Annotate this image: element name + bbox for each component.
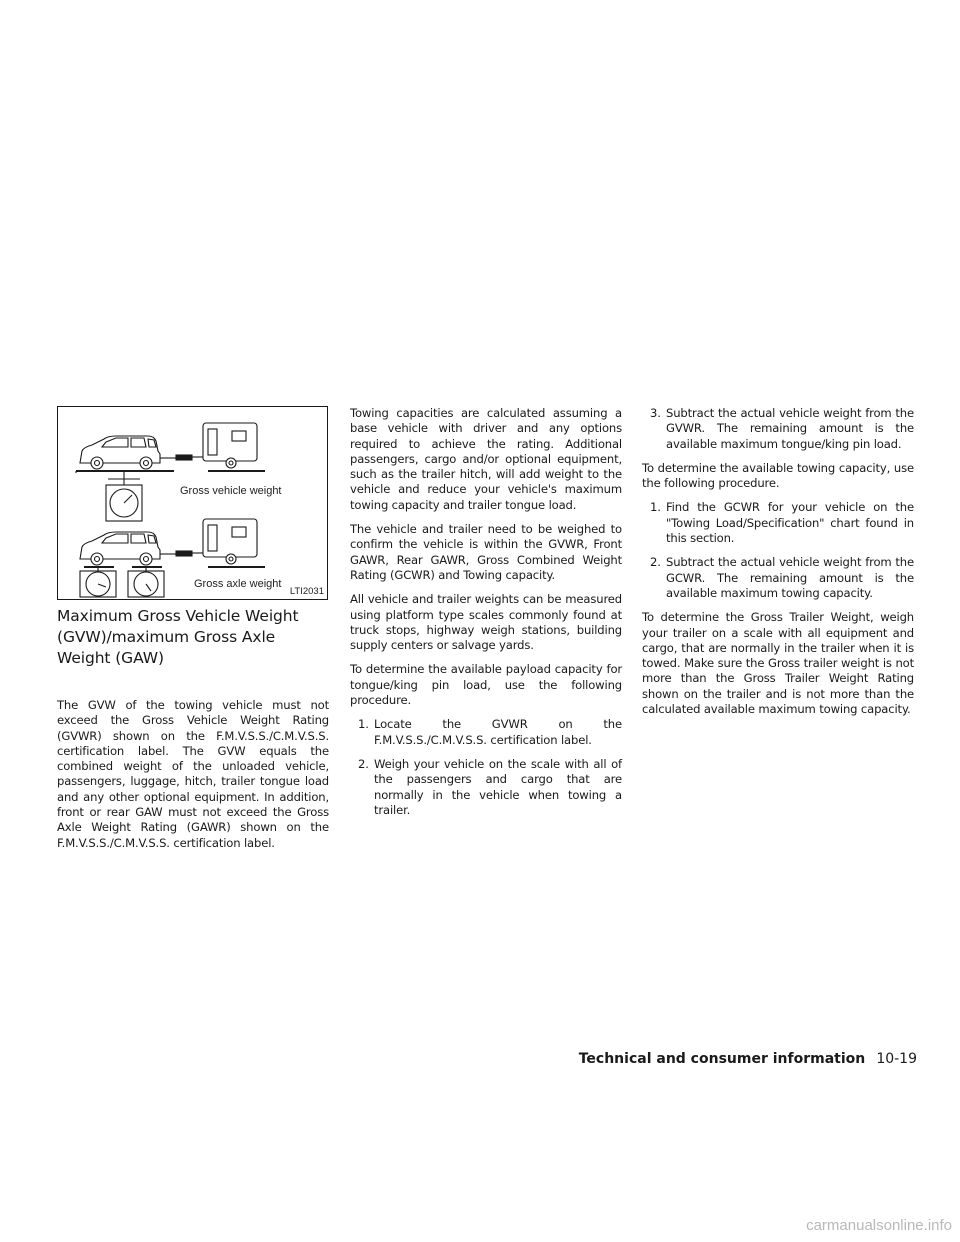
scales-paragraph: All vehicle and trailer weights can be measured using platform type scales commonly found at truck stops, highway weigh stations, building supply centers or salvage yards. [350, 592, 622, 653]
page-footer [579, 1048, 917, 1067]
watermark: carmanualsonline.info [806, 1217, 952, 1234]
front-axle-scale-icon [80, 571, 116, 597]
page-number: 10-19 [876, 1051, 917, 1067]
towing-capacity-paragraph: Towing capacities are calculated assuming a base vehicle with driver and any options required to achieve the rating. Additional passengers, cargo and/or optional equipment, such as the trailer hitch, will add weight to the vehicle and reduce your vehicle's maximum towing capacity and trailer tongue load. [350, 406, 622, 512]
payload-step-2: 2. Weigh your vehicle on the scale with all of the passengers and cargo that are normally in the vehicle when towing a trailer. [358, 756, 622, 817]
towing-step-1: 1. Find the GCWR for your vehicle on the "Towing Load/Specification" chart found in this section. [650, 500, 914, 546]
column-2-text [350, 406, 622, 827]
towing-procedure-intro: To determine the available towing capacity, use the following procedure. [642, 460, 914, 491]
towing-step-2: 2. Subtract the actual vehicle weight from the GCWR. The remaining amount is the available maximum towing capacity. [650, 555, 914, 600]
bottom-suv-icon [80, 532, 176, 565]
bottom-trailer-icon [176, 519, 257, 564]
top-trailer-icon [176, 423, 257, 468]
gvw-paragraph: The GVW of the towing vehicle must not exceed the Gross Vehicle Weight Rating (GVWR) shown on the F.M.V.S.S./C.M.V.S.S. certification label. The GVW equals the combined weight of the unloaded vehicle, passengers, luggage, hitch, trailer tongue load and any other optional equipment. In addition, front or rear GAW must not exceed the Gross Axle Weight Rating (GAWR) shown on the F.M.V.S.S./C.M.V.S.S. certification label. [57, 698, 329, 850]
weighing-paragraph: The vehicle and trailer need to be weighed to confirm the vehicle is within the GVWR, Front GAWR, Rear GAWR, Gross Combined Weight Rating (GCWR) and Towing capacity. [350, 522, 622, 582]
payload-step-1: 1. Locate the GVWR on the F.M.V.S.S./C.M.V.S.S. certification label. [358, 717, 622, 747]
footer-section-title: Technical and consumer information [578, 1051, 866, 1067]
gross-axle-weight-label: Gross axle weight [194, 578, 282, 590]
gross-trailer-weight-paragraph: To determine the Gross Trailer Weight, weigh your trailer on a scale with all equipment and cargo, that are normally in the trailer when it is towed. Make sure the Gross trailer weight is not more than the Gross Trailer Weight Rating shown on the trailer and is not more than the calculated available maximum towing capacity. [642, 610, 914, 717]
payload-step-3: 3. Subtract the actual vehicle weight from the GVWR. The remaining amount is the available maximum tongue/king pin load. [650, 406, 914, 451]
top-scale-icon [106, 485, 142, 521]
towing-diagram [58, 407, 327, 599]
section-title: Maximum Gross Vehicle Weight (GVW)/maximum Gross Axle Weight (GAW) [57, 607, 299, 667]
figure-id: LTI2031 [289, 586, 324, 597]
column-3-text [642, 406, 914, 726]
top-suv-icon [80, 436, 176, 469]
column-1-text [57, 698, 329, 860]
towing-weight-illustration [57, 406, 328, 600]
gross-vehicle-weight-label: Gross vehicle weight [180, 485, 282, 497]
payload-procedure-intro: To determine the available payload capacity for tongue/king pin load, use the following procedure. [350, 662, 622, 708]
rear-axle-scale-icon [128, 571, 164, 597]
